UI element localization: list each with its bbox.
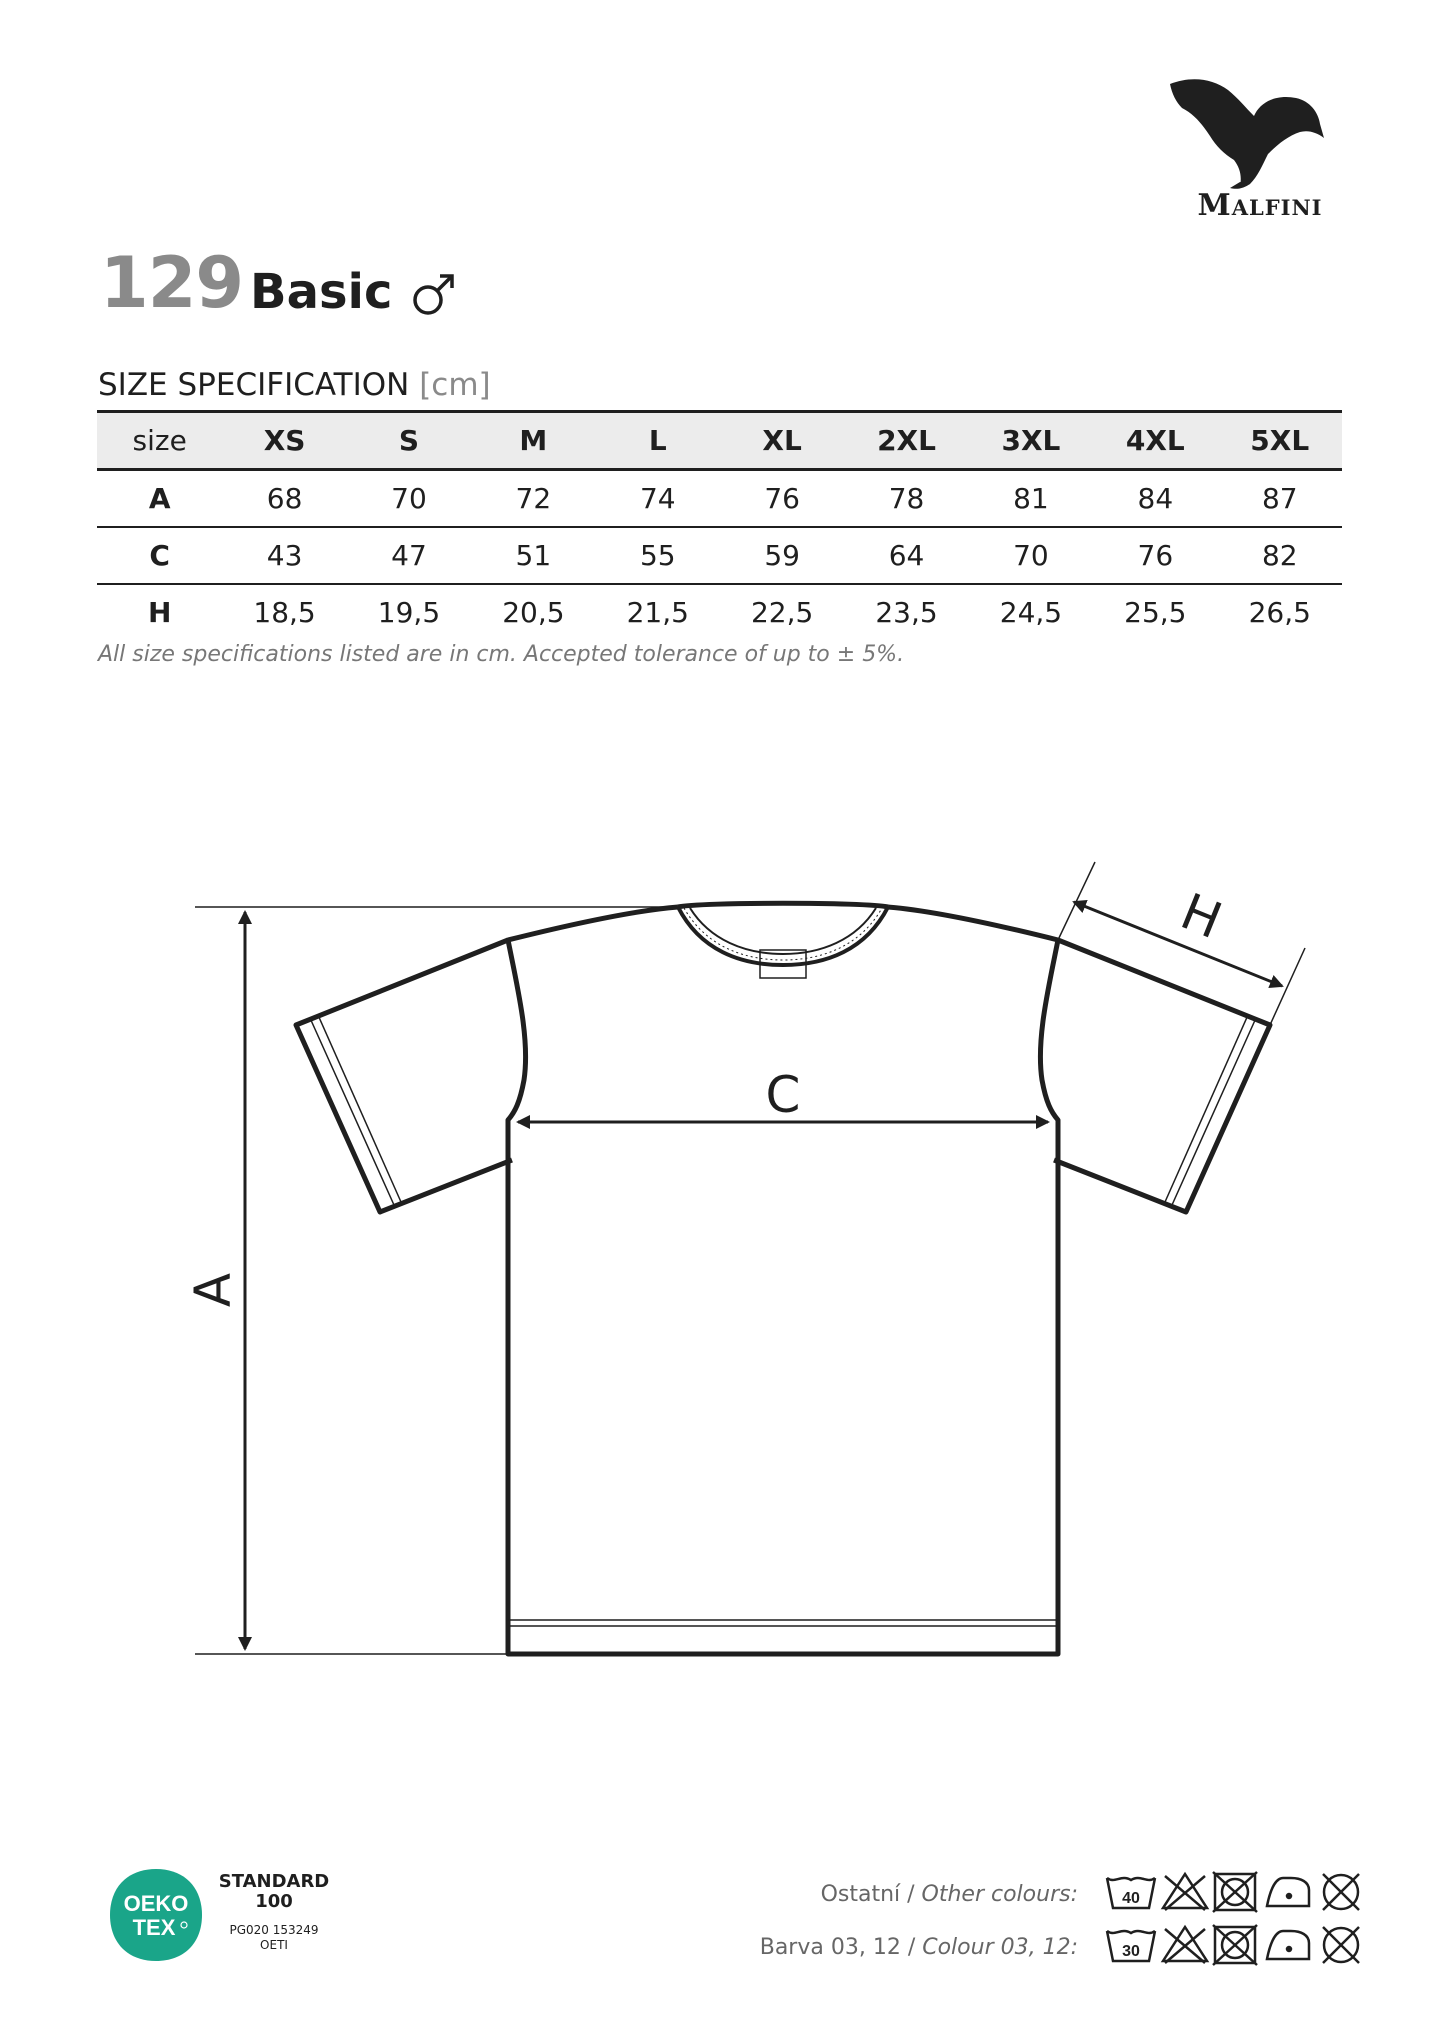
table-cell: 22,5 xyxy=(750,596,814,629)
header-cell: 3XL xyxy=(1001,424,1061,457)
size-spec-title xyxy=(98,367,491,403)
header-cell: M xyxy=(519,424,548,457)
oeko-standard: STANDARD xyxy=(218,1871,330,1892)
row-label: A xyxy=(148,482,171,515)
oeko-tex-text xyxy=(214,1872,334,1952)
table-cell: 70 xyxy=(391,482,427,515)
header-cell: XS xyxy=(263,424,306,457)
header-cell: 4XL xyxy=(1125,424,1185,457)
no-dry-clean-icon xyxy=(1323,1874,1359,1910)
table-cell: 43 xyxy=(266,539,303,572)
care-row-2-label: Colour 03, 12: xyxy=(922,1935,1078,1960)
table-row xyxy=(97,527,1342,584)
oeko-tex-badge xyxy=(108,1867,204,1963)
tshirt-diagram xyxy=(0,850,1445,1670)
care-row-other-colours xyxy=(821,1884,1078,1906)
tolerance-note: All size specifications listed are in cm. Accepted tolerance of up to ± 5%. xyxy=(98,642,905,667)
header-cell: XL xyxy=(762,424,802,457)
row-label: C xyxy=(149,539,170,572)
header-cell: size xyxy=(132,424,187,457)
care-row-colour-03-12 xyxy=(760,1937,1078,1959)
size-spec-unit: [cm] xyxy=(419,367,491,403)
oeko-badge-line2: TEX xyxy=(132,1915,176,1940)
header-cell: 2XL xyxy=(877,424,936,457)
table-cell: 64 xyxy=(888,539,925,572)
table-cell: 74 xyxy=(639,482,676,515)
brand-logo xyxy=(1150,72,1360,232)
table-cell: 47 xyxy=(391,539,427,572)
table-cell: 82 xyxy=(1261,539,1298,572)
tshirt-outline xyxy=(296,903,1270,1654)
table-cell: 68 xyxy=(266,482,303,515)
table-cell: 25,5 xyxy=(1124,596,1187,629)
dimension-h xyxy=(1058,862,1305,1025)
table-cell: 19,5 xyxy=(377,596,441,629)
row-label: H xyxy=(147,596,172,629)
header-cell: L xyxy=(648,424,667,457)
table-cell: 81 xyxy=(1013,482,1049,515)
table-cell: 72 xyxy=(515,482,552,515)
wash-tub-icon xyxy=(1107,1878,1155,1908)
dimension-a-label: A xyxy=(184,1272,242,1308)
table-cell: 78 xyxy=(888,482,925,515)
header-cell: 5XL xyxy=(1250,424,1310,457)
oeko-code: PG020 153249 xyxy=(229,1923,319,1937)
table-cell: 76 xyxy=(764,482,800,515)
no-dry-clean-icon xyxy=(1323,1927,1359,1963)
table-cell: 55 xyxy=(639,539,676,572)
table-cell: 24,5 xyxy=(999,596,1063,629)
header-cell: S xyxy=(398,424,420,457)
care-icons-row-1 xyxy=(1105,1870,1365,1914)
oeko-standard-number: 100 xyxy=(255,1891,293,1912)
brand-name: Malfini xyxy=(1197,188,1323,223)
wash-temperature: 30 xyxy=(1122,1943,1140,1960)
iron-low-icon xyxy=(1267,1878,1309,1906)
oeko-badge-line1: OEKO xyxy=(123,1891,189,1916)
dimension-c-label: C xyxy=(765,1066,801,1124)
wash-tub-icon xyxy=(1107,1931,1155,1961)
care-icons-row-2 xyxy=(1105,1923,1365,1967)
dimension-h-label: H xyxy=(1173,882,1230,951)
care-row-2-prefix: Barva 03, 12 / xyxy=(759,1935,923,1960)
size-spec-title-text: SIZE SPECIFICATION xyxy=(98,367,410,403)
oeko-institute: OETI xyxy=(260,1938,288,1952)
no-tumble-dry-icon xyxy=(1213,1872,1257,1912)
table-cell: 23,5 xyxy=(875,596,938,629)
no-tumble-dry-icon xyxy=(1213,1925,1257,1965)
dimension-a xyxy=(195,907,678,1654)
tshirt-collar xyxy=(678,907,888,965)
table-cell: 70 xyxy=(1013,539,1049,572)
care-row-1-prefix: Ostatní / xyxy=(820,1882,922,1907)
size-table xyxy=(97,410,1342,640)
table-cell: 26,5 xyxy=(1248,596,1311,629)
table-cell: 84 xyxy=(1137,482,1174,515)
no-bleach-icon xyxy=(1163,1874,1207,1910)
wash-temperature: 40 xyxy=(1122,1890,1140,1907)
bottom-hem xyxy=(508,1620,1058,1626)
table-cell: 20,5 xyxy=(502,596,565,629)
table-row xyxy=(97,584,1342,640)
table-header-row xyxy=(97,412,1342,470)
table-cell: 21,5 xyxy=(626,596,689,629)
care-row-1-label: Other colours: xyxy=(921,1882,1078,1907)
product-name: Basic xyxy=(250,264,393,320)
table-cell: 51 xyxy=(515,539,552,572)
product-number: 129 xyxy=(100,242,244,324)
iron-low-icon xyxy=(1267,1931,1309,1959)
eagle-icon xyxy=(1150,72,1360,192)
male-symbol-icon xyxy=(410,270,458,318)
table-cell: 87 xyxy=(1261,482,1298,515)
table-cell: 18,5 xyxy=(253,596,316,629)
table-cell: 76 xyxy=(1137,539,1174,572)
table-row xyxy=(97,470,1342,528)
table-cell: 59 xyxy=(764,539,800,572)
no-bleach-icon xyxy=(1163,1927,1207,1963)
